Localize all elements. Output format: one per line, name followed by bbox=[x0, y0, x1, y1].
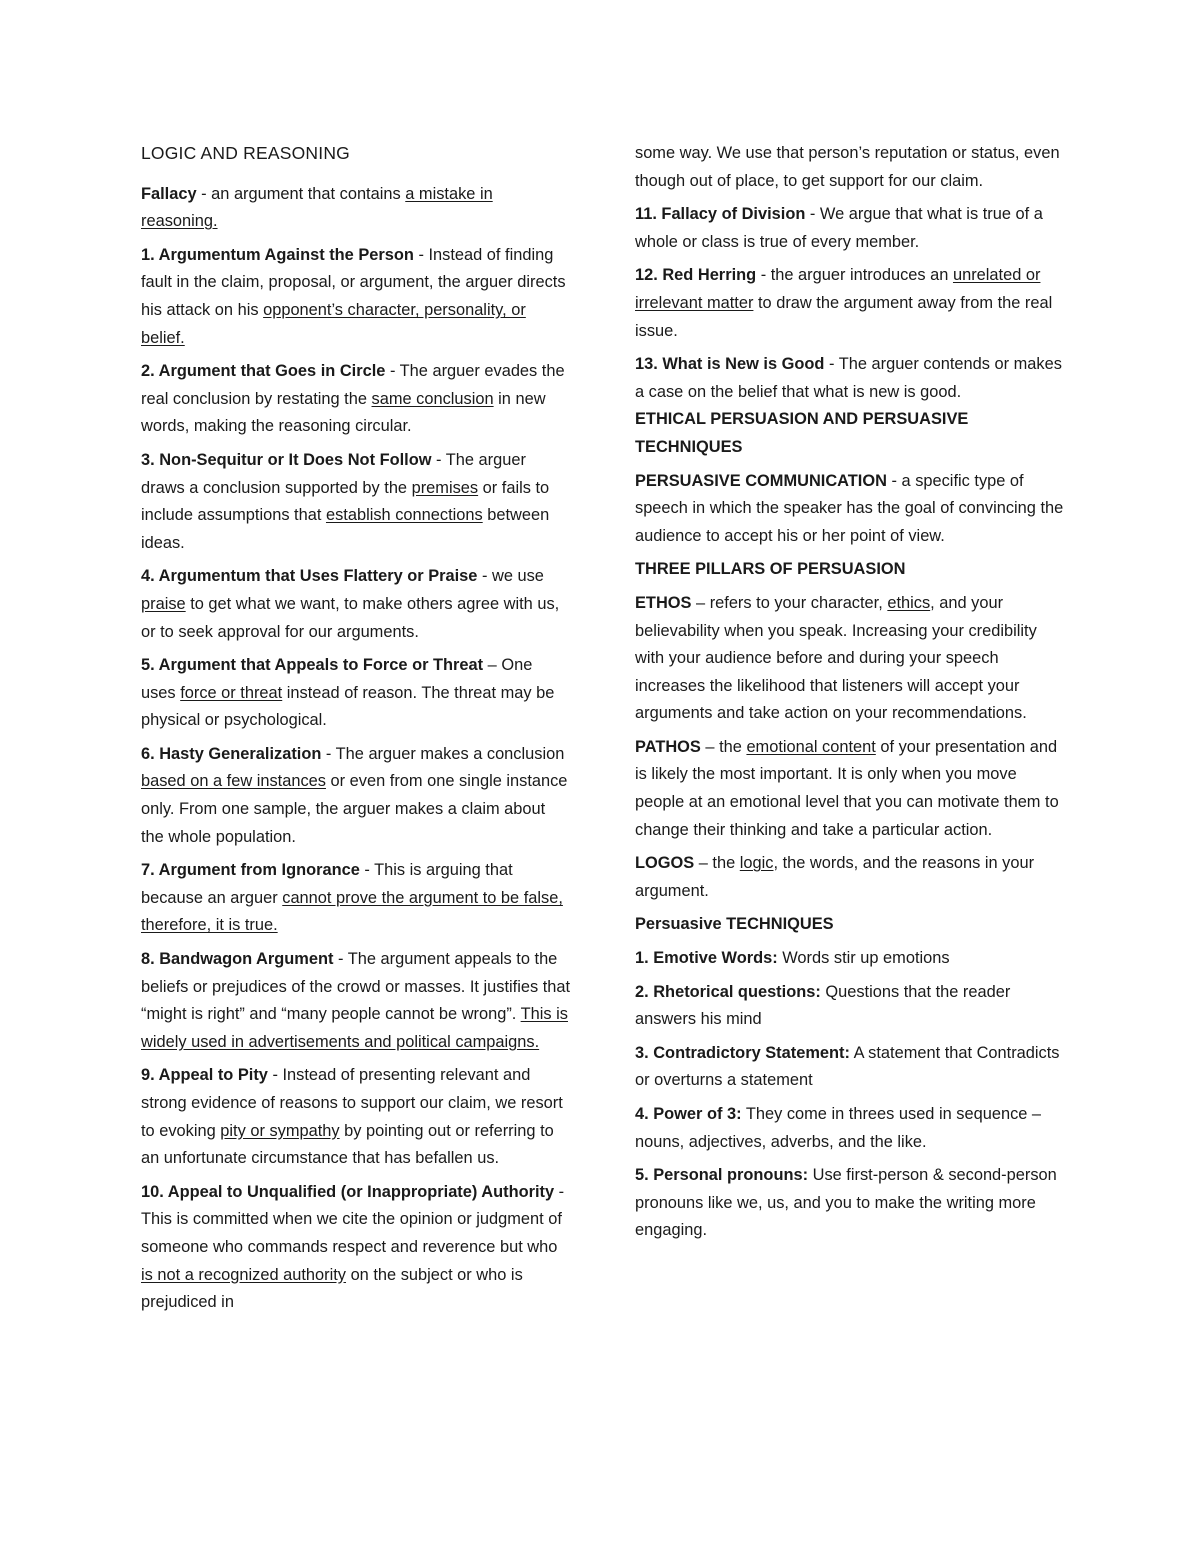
body-text: A statement that Contradicts or overturns a statement bbox=[635, 1043, 1060, 1090]
page-title: LOGIC AND REASONING bbox=[141, 143, 350, 163]
right-column bbox=[635, 140, 1067, 1251]
underlined-phrase: emotional content bbox=[746, 737, 876, 756]
underlined-phrase: premises bbox=[411, 478, 479, 497]
body-text: - Instead of presenting relevant and strong evidence of reasons to support our claim, we resort to evoking bbox=[141, 1066, 563, 1140]
term-label: 3. Contradictory Statement: bbox=[635, 1043, 850, 1062]
term-label: 9. Appeal to Pity bbox=[141, 1066, 268, 1085]
right-paragraphs bbox=[635, 140, 1067, 1245]
term-label: Persuasive TECHNIQUES bbox=[635, 915, 834, 934]
underlined-phrase: This is widely used in advertisements and political campaigns. bbox=[141, 1005, 568, 1051]
underlined-phrase: same conclusion bbox=[371, 389, 494, 408]
underlined-phrase: establish connections bbox=[325, 506, 483, 525]
paragraph-tech2 bbox=[635, 979, 1067, 1034]
underlined-phrase: praise bbox=[141, 594, 186, 613]
term-label: 1. Argumentum Against the Person bbox=[141, 245, 414, 264]
body-text: – refers to your character, bbox=[691, 593, 888, 612]
term-label: 1. Emotive Words: bbox=[635, 949, 778, 968]
term-label: 2. Rhetorical questions: bbox=[635, 982, 821, 1001]
paragraph-ethical-heading bbox=[635, 406, 1067, 461]
body-text: – the bbox=[700, 737, 747, 756]
paragraph-pathos bbox=[635, 734, 1067, 844]
paragraph-logos bbox=[635, 850, 1067, 905]
paragraph-item3 bbox=[141, 447, 571, 557]
body-text: by pointing out or referring to an unfortunate circumstance that has befallen us. bbox=[141, 1121, 554, 1168]
body-text: - We argue that what is true of a whole or class is true of every member. bbox=[635, 205, 1043, 251]
term-label: 5. Personal pronouns: bbox=[635, 1166, 809, 1185]
term-label: 3. Non-Sequitur or It Does Not Follow bbox=[141, 450, 432, 469]
body-text: to draw the argument away from the real issue. bbox=[635, 293, 1053, 340]
underlined-phrase: opponent’s character, personality, or belief. bbox=[141, 300, 526, 347]
body-text: - The arguer contends or makes a case on the belief that what is new is good. bbox=[635, 355, 1062, 401]
body-text: or fails to include assumptions that bbox=[141, 478, 550, 525]
body-text: or even from one single instance only. From one sample, the arguer makes a claim about the whole population. bbox=[141, 772, 568, 846]
body-text: - The arguer draws a conclusion supported by the bbox=[141, 450, 526, 497]
paragraph-fallacy bbox=[141, 181, 571, 236]
paragraph-item13 bbox=[635, 351, 1067, 406]
body-text: some way. We use that person’s reputation or status, even though out of place, to get support for our claim. bbox=[635, 144, 1060, 190]
body-text: instead of reason. The threat may be physical or psychological. bbox=[141, 683, 555, 730]
body-text: - the arguer introduces an bbox=[756, 266, 953, 285]
term-label: 8. Bandwagon Argument bbox=[141, 950, 334, 969]
term-label: THREE PILLARS OF PERSUASION bbox=[635, 560, 906, 579]
paragraph-item9 bbox=[141, 1062, 571, 1172]
term-label: 5. Argument that Appeals to Force or Threat bbox=[141, 656, 484, 675]
left-column bbox=[141, 140, 571, 1323]
underlined-phrase: based on a few instances bbox=[141, 772, 326, 791]
paragraph-item4 bbox=[141, 563, 571, 646]
term-label: Fallacy bbox=[141, 184, 197, 203]
body-text: Words stir up emotions bbox=[777, 949, 950, 968]
body-text: – the bbox=[694, 854, 740, 873]
body-text: Use first-person & second-person pronouns like we, us, and you to make the writing more engaging. bbox=[635, 1166, 1057, 1240]
term-label: 13. What is New is Good bbox=[635, 355, 825, 374]
body-text: - Instead of finding fault in the claim, proposal, or argument, the arguer directs his attack on his bbox=[141, 245, 566, 319]
body-text: in new words, making the reasoning circular. bbox=[141, 389, 546, 436]
term-label: 7. Argument from Ignorance bbox=[141, 861, 360, 880]
paragraph-ethos bbox=[635, 590, 1067, 728]
paragraph-tech4 bbox=[635, 1101, 1067, 1156]
body-text: - we use bbox=[477, 567, 544, 586]
paragraph-item10-cont bbox=[635, 140, 1067, 195]
term-label: ETHICAL PERSUASION AND PERSUASIVE TECHNIQUES bbox=[635, 410, 969, 456]
paragraph-tech3 bbox=[635, 1040, 1067, 1095]
body-text: - This is arguing that because an arguer bbox=[141, 861, 513, 907]
paragraph-techniques-heading bbox=[635, 911, 1067, 939]
term-label: 10. Appeal to Unqualified (or Inappropriate) Authority bbox=[141, 1182, 555, 1201]
body-text: They come in threes used in sequence – nouns, adjectives, adverbs, and the like. bbox=[635, 1105, 1042, 1151]
paragraph-tech1 bbox=[635, 945, 1067, 973]
term-label: 12. Red Herring bbox=[635, 266, 757, 285]
term-label: 4. Argumentum that Uses Flattery or Praise bbox=[141, 567, 478, 586]
body-text: of your presentation and is likely the most important. It is only when you move people at an emotional level that you can motivate them to change their thinking and take a particular action. bbox=[635, 737, 1059, 839]
underlined-phrase: logic bbox=[739, 854, 774, 873]
term-label: ETHOS bbox=[635, 593, 692, 612]
term-label: PATHOS bbox=[635, 737, 701, 756]
term-label: 11. Fallacy of Division bbox=[635, 205, 806, 224]
underlined-phrase: a mistake in reasoning. bbox=[141, 184, 493, 231]
body-text: - The arguer evades the real conclusion by restating the bbox=[141, 362, 565, 408]
underlined-phrase: force or threat bbox=[180, 683, 283, 702]
body-text: , and your believability when you speak. Increasing your credibility with your audience before and during your speech increases the likelihood that listeners will accept your arguments and take action on your recommendations. bbox=[635, 593, 1037, 723]
underlined-phrase: is not a recognized authority bbox=[141, 1265, 347, 1284]
paragraph-pillars-heading bbox=[635, 556, 1067, 584]
underlined-phrase: unrelated or irrelevant matter bbox=[635, 266, 1041, 312]
term-label: PERSUASIVE COMMUNICATION bbox=[635, 471, 887, 490]
underlined-phrase: pity or sympathy bbox=[220, 1121, 340, 1140]
term-label: 4. Power of 3: bbox=[635, 1105, 742, 1123]
left-paragraphs bbox=[141, 181, 571, 1317]
body-text: – One uses bbox=[141, 656, 533, 702]
paragraph-item2 bbox=[141, 358, 571, 441]
body-text: - The arguer makes a conclusion bbox=[321, 744, 565, 763]
paragraph-item12 bbox=[635, 262, 1067, 345]
term-label: 6. Hasty Generalization bbox=[141, 744, 322, 763]
paragraph-item7 bbox=[141, 857, 571, 940]
body-text: between ideas. bbox=[141, 506, 550, 552]
paragraph-item11 bbox=[635, 201, 1067, 256]
paragraph-item1 bbox=[141, 242, 571, 352]
underlined-phrase: cannot prove the argument to be false, therefore, it is true. bbox=[141, 888, 563, 935]
term-label: LOGOS bbox=[635, 854, 695, 873]
body-text: on the subject or who is prejudiced in bbox=[141, 1265, 523, 1312]
paragraph-item10 bbox=[141, 1179, 571, 1317]
paragraph-item5 bbox=[141, 652, 571, 735]
body-text: - an argument that contains bbox=[196, 184, 406, 203]
body-text: - The argument appeals to the beliefs or prejudices of the crowd or masses. It justifies that “might is right” and “many people cannot be wrong”. bbox=[141, 950, 571, 1024]
paragraph-persuasive-communication bbox=[635, 468, 1067, 551]
body-text: , the words, and the reasons in your argument. bbox=[635, 854, 1035, 900]
paragraph-item6 bbox=[141, 741, 571, 851]
paragraph-item8 bbox=[141, 946, 571, 1056]
paragraph-tech5 bbox=[635, 1162, 1067, 1245]
body-text: Questions that the reader answers his mind bbox=[635, 982, 1011, 1029]
underlined-phrase: ethics bbox=[887, 593, 931, 612]
body-text: to get what we want, to make others agree with us, or to seek approval for our arguments. bbox=[141, 594, 560, 641]
body-text: - a specific type of speech in which the speaker has the goal of convincing the audience to accept his or her point of view. bbox=[635, 471, 1064, 545]
term-label: 2. Argument that Goes in Circle bbox=[141, 362, 386, 381]
body-text: - This is committed when we cite the opinion or judgment of someone who commands respect and reverence but who bbox=[141, 1182, 565, 1256]
